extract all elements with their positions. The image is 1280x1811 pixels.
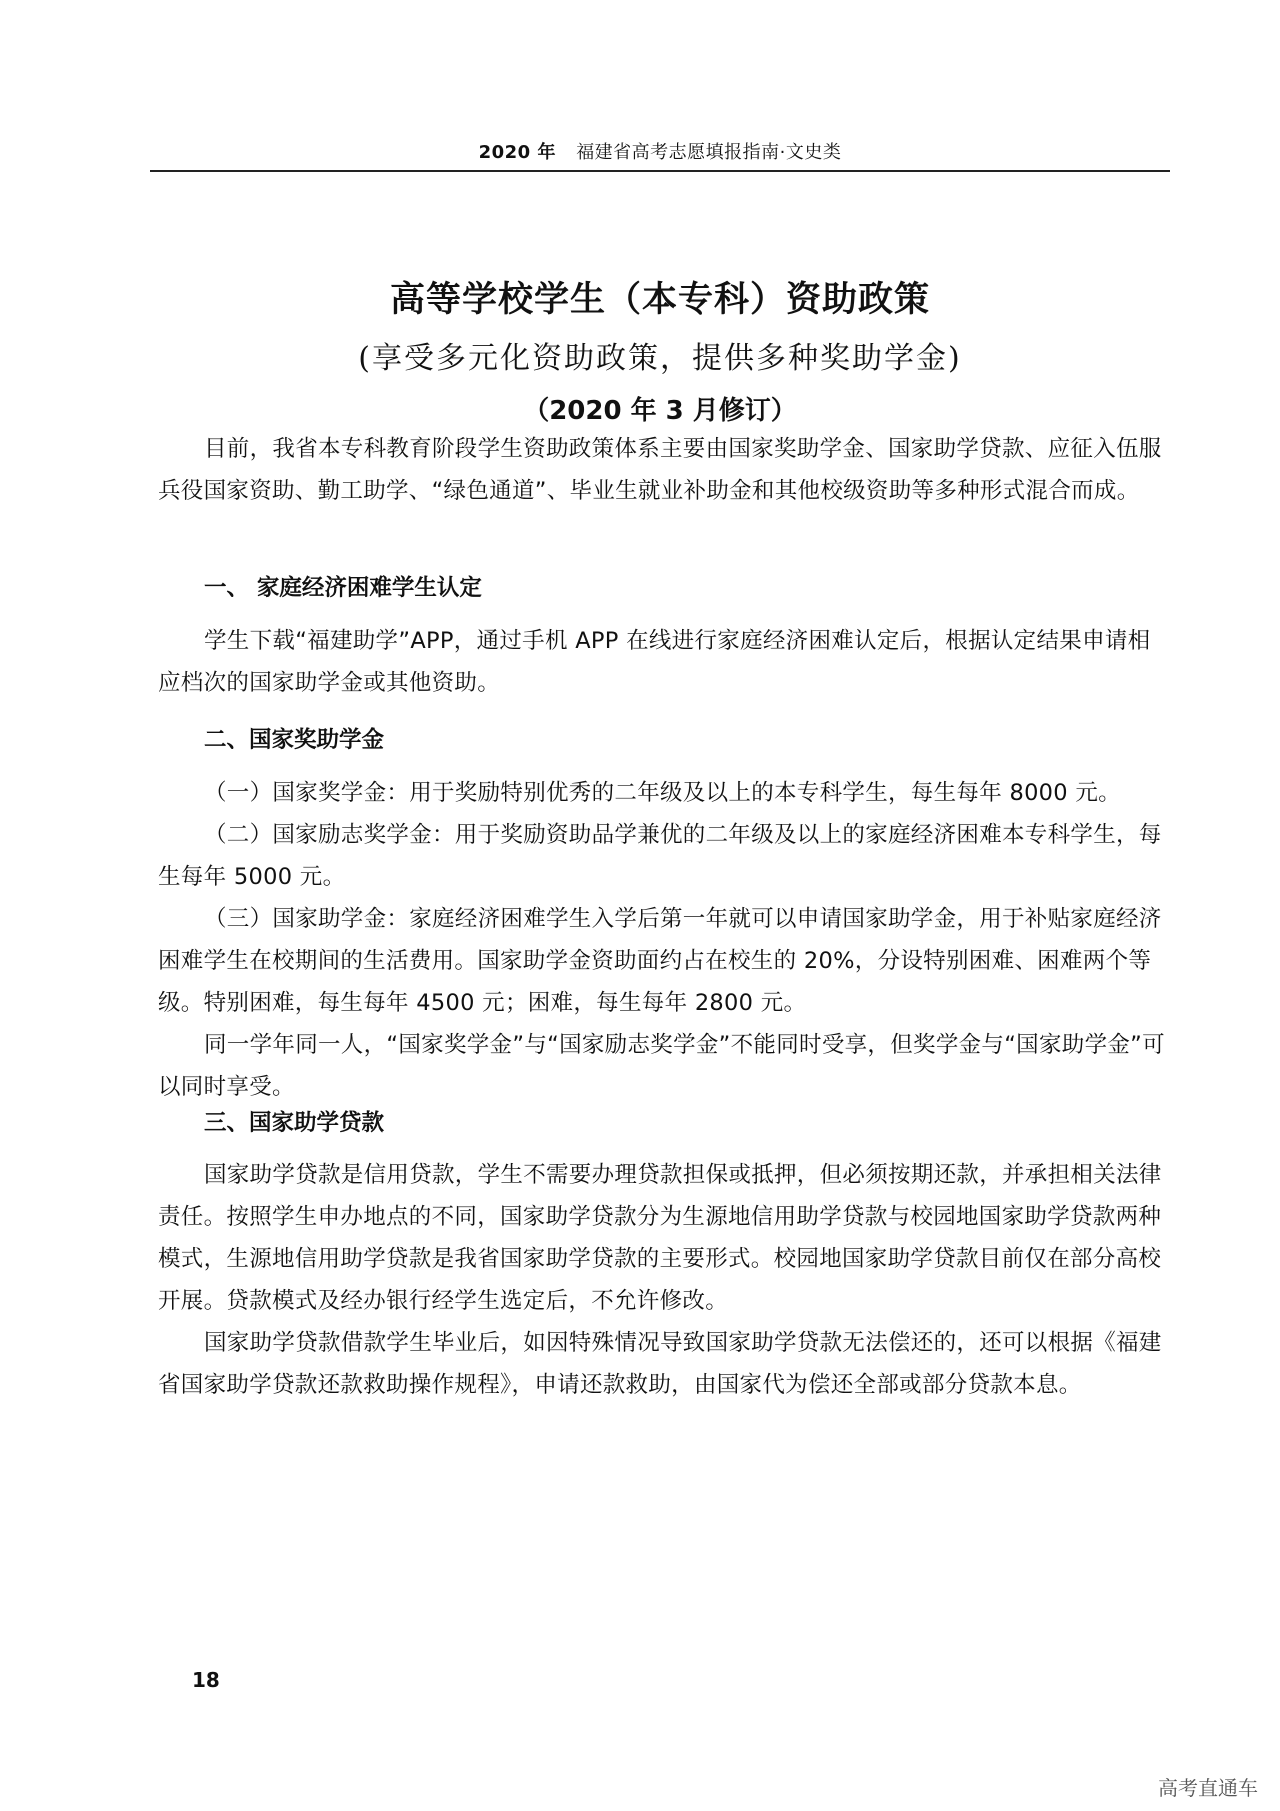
section-heading-2: 二、国家奖助学金 — [204, 727, 385, 753]
paragraph: （一）国家奖学金：用于奖励特别优秀的二年级及以上的本专科学生，每生每年 8000 元。 — [204, 780, 1121, 806]
header-divider — [150, 170, 1170, 172]
watermark: 高考直通车 — [1158, 1776, 1258, 1800]
section-1-body — [158, 620, 1168, 704]
paragraph: 国家助学贷款借款学生毕业后，如因特殊情况导致国家助学贷款无法偿还的，还可以根据《福建省国家助学贷款还款救助操作规程》，申请还款救助，由国家代为偿还全部或部分贷款本息。 — [158, 1330, 1162, 1398]
page-number: 18 — [192, 1668, 220, 1692]
revision-note: （2020 年 3 月修订） — [523, 396, 797, 426]
paragraph: 学生下载“福建助学”APP，通过手机 APP 在线进行家庭经济困难认定后，根据认定结果申请相应档次的国家助学金或其他资助。 — [158, 628, 1151, 696]
page-subtitle: (享受多元化资助政策，提供多种奖助学金) — [358, 341, 962, 376]
section-heading-3: 三、国家助学贷款 — [204, 1110, 385, 1136]
paragraph: 国家助学贷款是信用贷款，学生不需要办理贷款担保或抵押，但必须按期还款，并承担相关法律责任。按照学生申办地点的不同，国家助学贷款分为生源地信用助学贷款与校园地国家助学贷款两种模式，生源地信用助学贷款是我省国家助学贷款的主要形式。校园地国家助学贷款目前仅在部分高校开展。贷款模式及经办银行经学生选定后，不允许修改。 — [158, 1162, 1162, 1314]
intro-section — [158, 428, 1168, 512]
section-3-body — [158, 1154, 1168, 1406]
header-year: 2020 年 — [478, 142, 556, 163]
paragraph: 同一学年同一人，“国家奖学金”与“国家励志奖学金”不能同时受享，但奖学金与“国家助学金”可以同时享受。 — [158, 1032, 1165, 1100]
header-text: 福建省高考志愿填报指南·文史类 — [576, 142, 842, 163]
paragraph: （三）国家助学金：家庭经济困难学生入学后第一年就可以申请国家助学金，用于补贴家庭经济困难学生在校期间的生活费用。国家助学金资助面约占在校生的 20%，分设特别困难、困难两个等级。特别困难，每生每年 4500 元；困难，每生每年 2800 元。 — [158, 906, 1162, 1016]
page-title: 高等学校学生（本专科）资助政策 — [389, 280, 930, 320]
section-2-body — [158, 772, 1168, 1108]
intro-paragraph: 目前，我省本专科教育阶段学生资助政策体系主要由国家奖助学金、国家助学贷款、应征入伍服兵役国家资助、勤工助学、“绿色通道”、毕业生就业补助金和其他校级资助等多种形式混合而成。 — [158, 436, 1162, 504]
section-heading-1: 一、 家庭经济困难学生认定 — [204, 575, 482, 601]
running-header — [150, 138, 1170, 164]
paragraph: （二）国家励志奖学金：用于奖励资助品学兼优的二年级及以上的家庭经济困难本专科学生，每生每年 5000 元。 — [158, 822, 1162, 890]
